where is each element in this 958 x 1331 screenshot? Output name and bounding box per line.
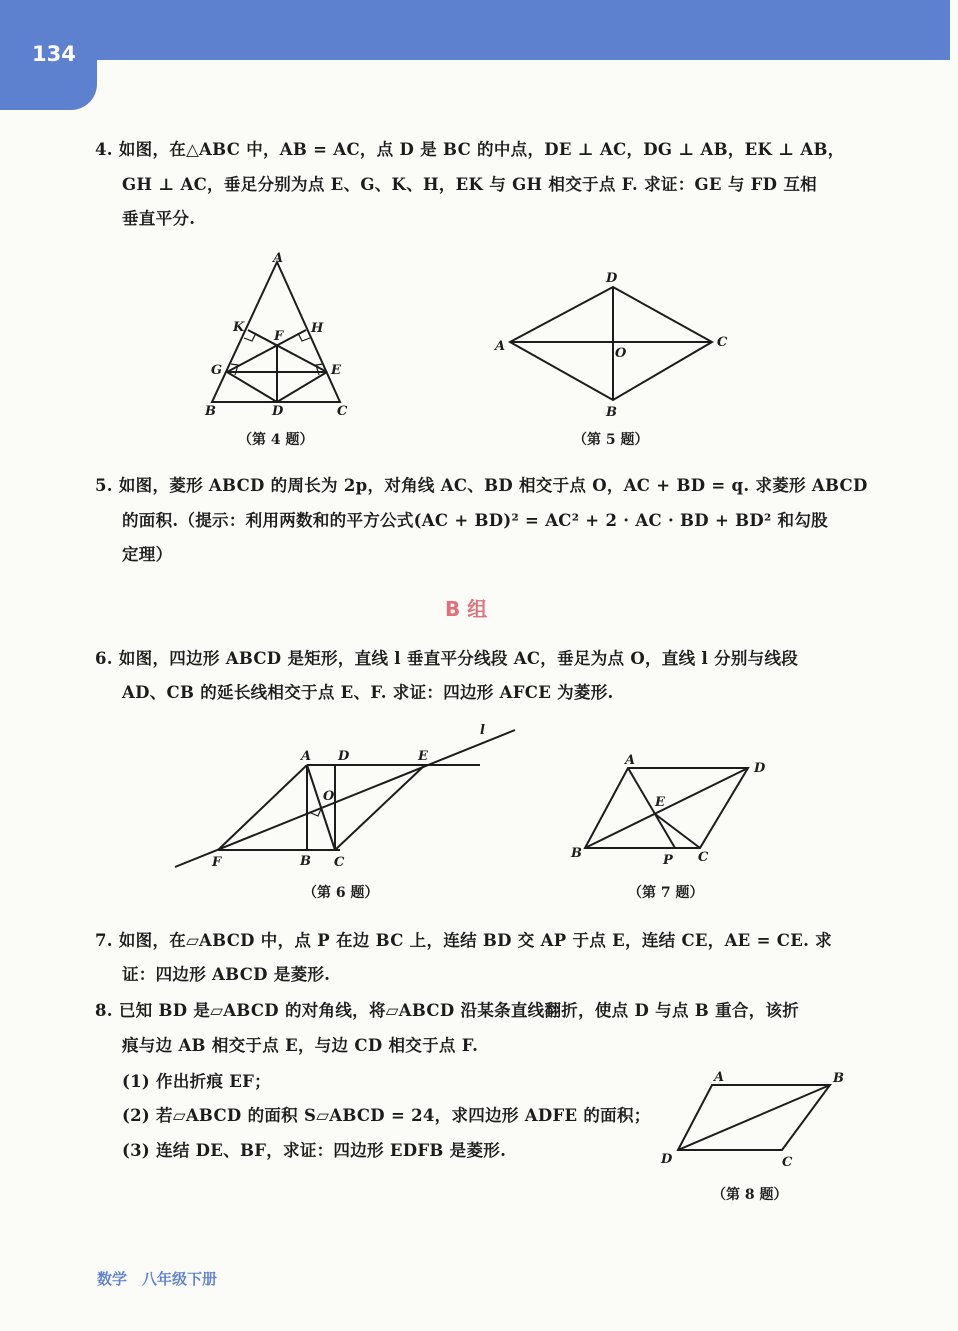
label-A: A — [714, 1070, 725, 1085]
q6-line-2: AD、CB 的延长线相交于点 E、F. 求证：四边形 AFCE 为菱形. — [122, 683, 614, 702]
label-B: B — [205, 404, 216, 419]
q8-part-1: (1) 作出折痕 EF； — [122, 1072, 271, 1091]
label-C: C — [717, 335, 728, 350]
fig7-caption: （第 7 题） — [628, 885, 704, 901]
q7-line-2: 证：四边形 ABCD 是菱形. — [122, 965, 331, 984]
q6-line-1: 6. 如图，四边形 ABCD 是矩形，直线 l 垂直平分线段 AC，垂足为点 O，直线 l 分别与线段 — [95, 649, 799, 668]
label-B: B — [606, 405, 617, 420]
label-l: l — [480, 723, 485, 738]
label-D: D — [606, 271, 618, 286]
label-C: C — [782, 1155, 793, 1170]
fig6-caption: （第 6 题） — [303, 885, 379, 901]
footer-book-title: 数学 八年级下册 — [97, 1270, 218, 1288]
label-B: B — [571, 846, 582, 861]
label-E: E — [331, 363, 341, 378]
q8-part-3: (3) 连结 DE、BF，求证：四边形 EDFB 是菱形. — [122, 1141, 507, 1160]
q7-line-1: 7. 如图，在▱ABCD 中，点 P 在边 BC 上，连结 BD 交 AP 于点 E，连结 CE，AE = CE. 求 — [95, 931, 832, 950]
label-D: D — [661, 1152, 673, 1167]
label-H: H — [311, 321, 324, 336]
label-C: C — [337, 404, 348, 419]
label-F: F — [212, 855, 222, 870]
figure-6 — [175, 723, 515, 870]
q5-line-2: 的面积.（提示：利用两数和的平方公式(AC + BD)² = AC² + 2 · AC · BD + BD² 和勾股 — [122, 511, 828, 530]
q5-line-3: 定理） — [122, 545, 173, 564]
figure-4 — [204, 251, 348, 419]
label-F: F — [274, 329, 284, 344]
q4-line-2: GH ⊥ AC，垂足分别为点 E、G、K、H，EK 与 GH 相交于点 F. 求证：GE 与 FD 互相 — [122, 175, 817, 194]
figure-8 — [660, 1070, 844, 1170]
fig5-caption: （第 5 题） — [573, 432, 649, 448]
label-E: E — [418, 749, 428, 764]
page-number: 134 — [32, 42, 76, 66]
q8-line-1: 8. 已知 BD 是▱ABCD 的对角线，将▱ABCD 沿某条直线翻折，使点 D 与点 B 重合，该折 — [95, 1001, 800, 1020]
label-K: K — [233, 320, 245, 335]
figure-5 — [493, 271, 728, 420]
label-O: O — [323, 789, 335, 804]
label-D: D — [338, 749, 350, 764]
q8-part-2: (2) 若▱ABCD 的面积 S▱ABCD = 24，求四边形 ADFE 的面积； — [122, 1106, 651, 1125]
figure-7 — [570, 753, 766, 868]
label-B: B — [833, 1071, 844, 1086]
label-O: O — [615, 346, 627, 361]
label-P: P — [663, 853, 673, 868]
q4-line-1: 4. 如图，在△ABC 中，AB = AC，点 D 是 BC 的中点，DE ⊥ AC，DG ⊥ AB，EK ⊥ AB， — [95, 140, 845, 159]
fig8-caption: （第 8 题） — [712, 1187, 788, 1203]
label-B: B — [300, 854, 311, 869]
label-E: E — [655, 795, 665, 810]
label-A: A — [273, 251, 284, 266]
label-D: D — [272, 404, 284, 419]
label-C: C — [698, 850, 709, 865]
q8-line-2: 痕与边 AB 相交于点 E，与边 CD 相交于点 F. — [122, 1036, 479, 1055]
q5-line-1: 5. 如图，菱形 ABCD 的周长为 2p，对角线 AC、BD 相交于点 O，AC + BD = q. 求菱形 ABCD — [95, 476, 868, 495]
fig4-caption: （第 4 题） — [238, 432, 314, 448]
label-G: G — [211, 363, 223, 378]
q4-line-3: 垂直平分. — [122, 209, 196, 228]
label-C: C — [334, 855, 345, 870]
group-b-heading: B 组 — [445, 597, 488, 621]
label-A: A — [495, 339, 506, 354]
label-A: A — [301, 749, 312, 764]
label-A: A — [625, 753, 636, 768]
label-D: D — [754, 761, 766, 776]
